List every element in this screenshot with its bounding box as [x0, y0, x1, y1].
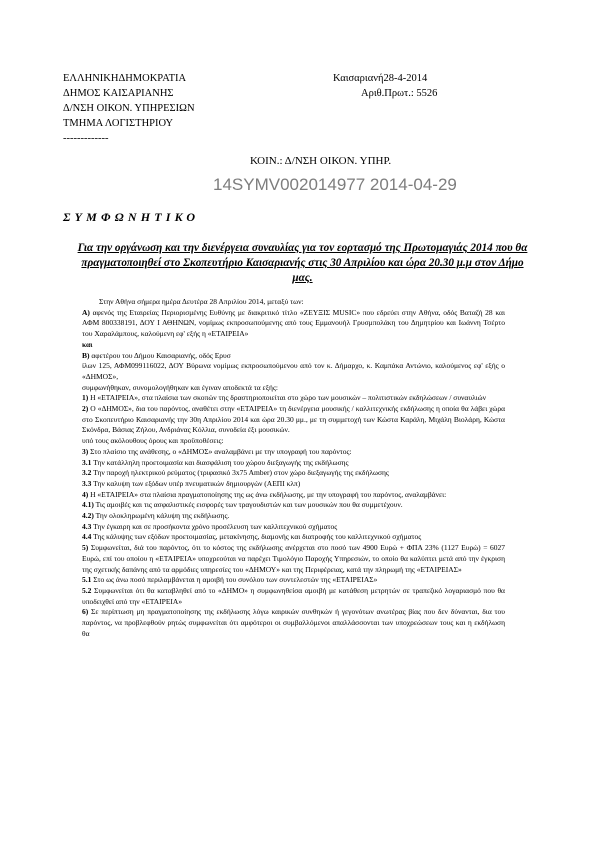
clause-2-label: 2) [82, 404, 89, 414]
party-b-label: Β) [82, 350, 90, 360]
party-b-continued: ίλων 125, ΑΦΜ099116022, ΔΟΥ Βύρωνα νομίμως εκπροσωπούμενου από τον κ. Δήμαρχο, κ. Καμπάκα Αντώνιο, καλούμενος εφ' εξής ο «ΔΗΜΟΣ», [82, 361, 505, 381]
clause-5-1 [82, 575, 505, 586]
date-protocol-block [333, 71, 437, 101]
sender-department: ΤΜΗΜΑ ΛΟΓΙΣΤΗΡΙΟΥ [63, 118, 174, 129]
clause-5-label: 5) [82, 543, 89, 553]
clause-3-2-text: Την παροχή ηλεκτρικού ρεύματος (τριφασικό 3x75 Amber) στον χώρο διεξαγωγής της εκδήλωσης [91, 468, 389, 478]
clause-4-3 [82, 522, 505, 533]
sender-separator: ------------- [63, 133, 109, 144]
contract-body [82, 297, 505, 640]
clause-3-2 [82, 468, 505, 479]
clause-5-2 [82, 586, 505, 607]
clause-3-2-label: 3.2 [82, 468, 92, 478]
party-a-text: αφενός της Εταιρείας Περιορισμένης Ευθύνης με διακριτικό τίτλο «ΖΕΥΞΙΣ MUSIC» που εδρεύει στην Αθήνα, οδός Βαταζή 28 και ΑΦΜ 800338191, ΔΟΥ Ι ΑΘΗΝΩΝ, νομίμως εκπροσωπούμενης από τους Εμμανουήλ Γρυσμπολάκη του Δημητρίου και Ιωάννη Τσέρτο του Χαραλάμπους, καλούμενη εφ' εξής η «ΕΤΑΙΡΕΙΑ» [82, 307, 505, 339]
clause-4-1 [82, 500, 505, 511]
clause-6-label: 6) [82, 607, 89, 617]
intro-line: Στην Αθήνα σήμερα ημέρα Δευτέρα 28 Απριλίου 2014, μεταξύ των: [99, 297, 304, 306]
clause-5-text: Συμφωνείται, διά του παρόντος, ότι το κόστος της εκδήλωσης ανέρχεται στο ποσό των 4900 Ευρώ + ΦΠΑ 23% (1127 Ευρώ) = 6027 Ευρώ, επί του οποίου η «ΕΤΑΙΡΕΙΑ» υποχρεούται να παρέχει Τιμολόγιο Παροχής Υπηρεσιών, το οποίο θα καλύπτει μετά από την έγκριση της σχετικής δαπάνης από τα αρμόδιες υπηρεσίες του «ΔΗΜΟΥ» και της Περιφέρειας, κατά την πληρωμή της «ΕΤΑΙΡΕΙΑΣ» [82, 543, 505, 574]
clause-1 [82, 393, 505, 404]
clause-4-4 [82, 532, 505, 543]
clause-4-2 [82, 511, 505, 522]
clause-4-2-text: Την ολοκληρωμένη κάλυψη της εκδήλωσης. [93, 511, 230, 521]
clause-4-4-text: Της κάλυψης των εξόδων προετοιμασίας, μετακίνησης, διαμονής και διατροφής του καλλιτεχνικού σχήματος [91, 532, 422, 542]
party-b-text: αφετέρου του Δήμου Καισαριανής, οδός Ερυσ [89, 350, 231, 360]
clause-3 [82, 447, 505, 458]
clause-5-2-text: Συμφωνείται ότι θα καταβληθεί από το «ΔΗΜΟ» η συμφωνηθείσα αμοιβή με κατάθεση μετρητών σε τραπεζικό λογαριασμό που θα υποδειχθεί από την «ΕΤΑΙΡΕΙΑ» [82, 585, 505, 606]
clause-2-text: Ο «ΔΗΜΟΣ», δια του παρόντος, αναθέτει στην «ΕΤΑΙΡΕΙΑ» τη διενέργεια μουσικής / καλλιτεχνικής εκδήλωσης η οποία θα λάβει χώρα στο Σκοπευτήριο Καισαριανής την 30η Απριλίου 2014 και ώρα 20.30 μμ., με τη συμμετοχή των Κώστα Καράλη, Μιχάλη Βιολάρη, Κώστα Σκόνδρα, Βάσιας Ζήλου, Ανδριάνας Κόλλια, συνοδεία έξι μουσικών. [82, 404, 505, 435]
sender-block [63, 71, 195, 146]
clause-5-1-text: Στο ως άνω ποσό περιλαμβάνεται η αμοιβή του συνόλου των συντελεστών της «ΕΤΑΙΡΕΙΑΣ» [91, 575, 378, 585]
clause-4-text: Η «ΕΤΑΙΡΕΙΑ» στα πλαίσια πραγματοποίησης της ως άνω εκδήλωσης, με την υπογραφή του παρόντος, αναλαμβάνει: [88, 489, 447, 499]
document-subject: Για την οργάνωση και την διενέργεια συναυλίας για τον εορτασμό της Πρωτομαγιάς 2014 που θα πραγματοποιηθεί στο Σκοπευτήριο Καισαριανής στις 30 Απριλίου και ώρα 20.30 μ.μ στον Δήμο μας. [77, 242, 528, 284]
clause-4-1-label: 4.1) [82, 500, 94, 510]
clause-4-label: 4) [82, 489, 89, 499]
clause-4-3-label: 4.3 [82, 521, 92, 531]
clause-3-label: 3) [82, 446, 89, 456]
agreed-line: συμφωνήθηκαν, συνομολογήθηκαν και έγιναν αποδεκτά τα εξής: [82, 382, 279, 392]
document-date: Καισαριανή28-4-2014 [333, 73, 428, 84]
terms-line: υπό τους ακόλουθους όρους και προϋποθέσεις: [82, 436, 224, 446]
clause-4-1-text: Τις αμοιβές και τις ασφαλιστικές εισφορές των τραγουδιστών και των μουσικών που θα συμμετέχουν. [93, 500, 403, 510]
and-label: και [82, 339, 93, 349]
clause-5-1-label: 5.1 [82, 575, 92, 585]
clause-3-3 [82, 479, 505, 490]
clause-1-text: Η «ΕΤΑΙΡΕΙΑ», στα πλαίσια των σκοπών της δραστηριοποιείται στο χώρο των μουσικών – πολιτιστικών εκδηλώσεων / συναυλιών [88, 393, 486, 403]
sender-country: ΕΛΛΗΝΙΚΗΔΗΜΟΚΡΑΤΙΑ [63, 73, 187, 84]
sender-directorate: Δ/ΝΣΗ ΟΙΚΟΝ. ΥΠΗΡΕΣΙΩΝ [63, 103, 195, 114]
clause-3-3-label: 3.3 [82, 478, 92, 488]
document-title: ΣΥΜΦΩΝΗΤΙΚΟ [63, 210, 200, 224]
clause-4-2-label: 4.2) [82, 511, 94, 521]
party-a-label: Α) [82, 307, 90, 317]
ada-stamp: 14SYMV002014977 2014-04-29 [213, 175, 457, 194]
clause-4 [82, 490, 505, 501]
clause-4-3-text: Την έγκαιρη και σε προσήκοντα χρόνο προσέλευση των καλλιτεχνικού σχήματος [91, 521, 338, 531]
koinopoiisi: ΚΟΙΝ.: Δ/ΝΣΗ ΟΙΚΟΝ. ΥΠΗΡ. [250, 155, 392, 167]
clause-3-1 [82, 458, 505, 469]
clause-3-1-label: 3.1 [82, 457, 92, 467]
clause-3-text: Στο πλαίσιο της ανάθεσης, ο «ΔΗΜΟΣ» αναλαμβάνει με την υπογραφή του παρόντος: [88, 446, 352, 456]
clause-3-3-text: Την καλυψη των εξόδων υπέρ πνευματικών δημιουργών (ΑΕΠΙ κλπ) [91, 478, 301, 488]
sender-municipality: ΔΗΜΟΣ ΚΑΙΣΑΡΙΑΝΗΣ [63, 88, 174, 99]
protocol-number: Αριθ.Πρωτ.: 5526 [361, 88, 438, 99]
clause-3-1-text: Την κατάλληλη προετοιμασία και διασφάλιση του χώρου διεξαγωγής της εκδήλωσης [91, 457, 349, 467]
party-b [82, 351, 505, 362]
and-word [82, 340, 505, 351]
party-a [82, 308, 505, 340]
clause-4-4-label: 4.4 [82, 532, 92, 542]
clause-6-text: Σε περίπτωση μη πραγματοποίησης της εκδήλωσης λόγω καιρικών συνθηκών ή γεγονότων ανωτέρας βίας που δεν δύνανται, δια του παρόντος, να προβλεφθούν ρητώς συμφωνείται ότι αμφότεροι οι συμβαλλόμενοι απαλλάσσονται των υποχρεώσεων τους και η εκδήλωση θα [82, 607, 505, 638]
clause-5-2-label: 5.2 [82, 585, 92, 595]
clause-6 [82, 607, 505, 639]
clause-1-label: 1) [82, 393, 89, 403]
clause-2 [82, 404, 505, 436]
clause-5 [82, 543, 505, 575]
